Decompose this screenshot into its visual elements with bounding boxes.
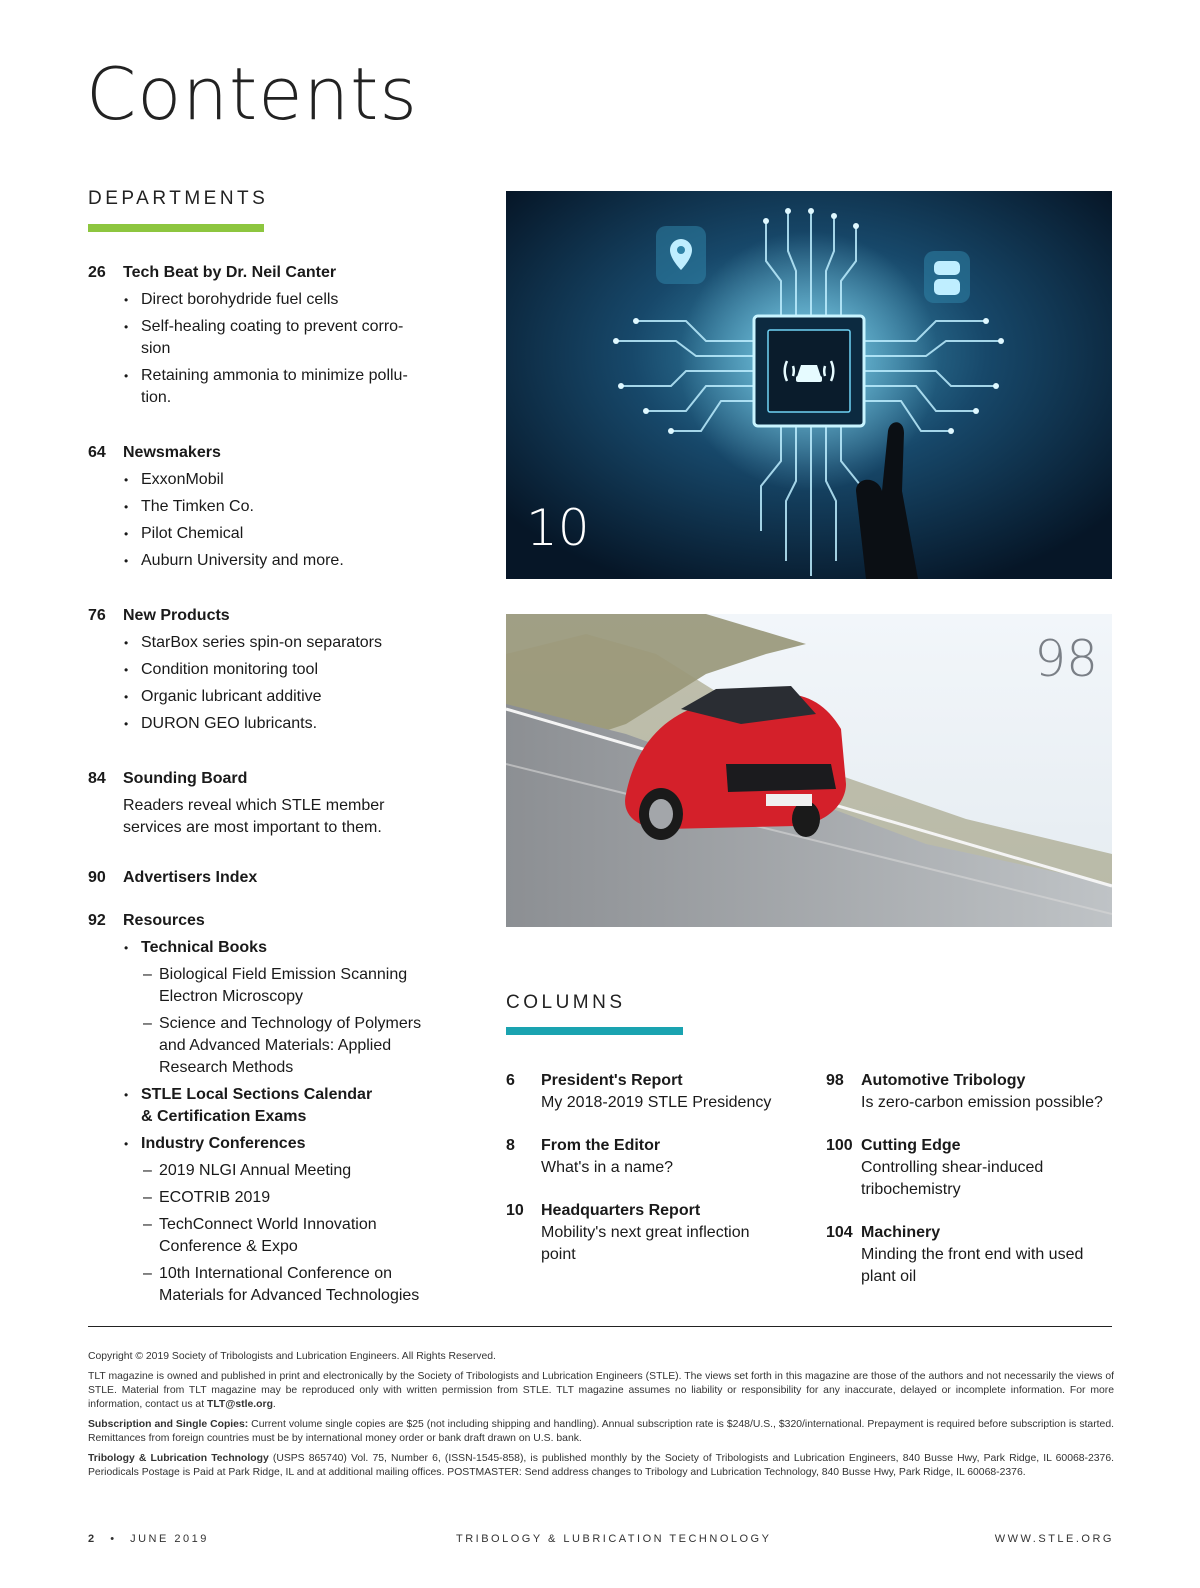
dept-title: Tech Beat by Dr. Neil Canter	[123, 264, 337, 281]
subscription-notice	[88, 1418, 1114, 1446]
column-title: Machinery	[861, 1224, 941, 1241]
list-item: • StarBox series spin-on separators	[123, 632, 448, 654]
publication-notice	[88, 1452, 1114, 1480]
column-entry	[826, 1070, 1126, 1114]
column-page-number: 100	[826, 1137, 853, 1154]
footer-left	[88, 1533, 209, 1545]
departments-list	[88, 262, 448, 1340]
location-pin-icon	[656, 226, 706, 284]
dept-page-number: 84	[88, 770, 106, 787]
list-item: • Direct borohydride fuel cells	[123, 289, 448, 311]
footer-date: JUNE 2019	[130, 1533, 209, 1545]
resource-category: Industry Conferences	[141, 1135, 306, 1152]
publication-text: (USPS 865740) Vol. 75, Number 6, (ISSN-1545-858), is published monthly by the Society of Tribologists and Lubrication Engineers, 840 Busse Hwy, Park Ridge, IL 60068-2376. Periodicals Postage is Paid at Park Ridge, IL and at additional mailing offices. POSTMASTER: Send address changes to Tribology and Lubrication Technology, 840 Busse Hwy, Park Ridge, IL 60068-2376.	[88, 1453, 1114, 1478]
column-page-number: 104	[826, 1224, 853, 1241]
chip-circuit-image	[506, 191, 1112, 579]
column-title: President's Report	[541, 1072, 683, 1089]
dept-page-number: 76	[88, 607, 106, 624]
red-car-image	[506, 614, 1112, 927]
list-item: • Self-healing coating to prevent corro-sion	[123, 316, 421, 360]
column-page-number: 6	[506, 1072, 515, 1089]
column-page-number: 10	[506, 1202, 524, 1219]
column-entry	[506, 1135, 826, 1179]
column-title: Automotive Tribology	[861, 1072, 1026, 1089]
list-item: – Science and Technology of Polymers and Advanced Materials: Applied Research Methods	[141, 1013, 444, 1079]
list-item: • ExxonMobil	[123, 469, 448, 491]
dept-title: Sounding Board	[123, 770, 248, 787]
dept-title: New Products	[123, 607, 230, 624]
dept-entry-resources	[88, 910, 448, 1312]
list-item: • The Timken Co.	[123, 496, 448, 518]
dept-entry-advertisers	[88, 867, 448, 889]
subscription-label: Subscription and Single Copies:	[88, 1419, 249, 1430]
dept-entry-new-products	[88, 605, 448, 740]
column-description: Controlling shear-induced tribochemistry	[861, 1159, 1044, 1198]
dept-entry-sounding-board	[88, 768, 448, 839]
list-item: • Retaining ammonia to minimize pollu-tion.	[123, 365, 421, 409]
list-item: – ECOTRIB 2019	[141, 1187, 448, 1209]
column-description: My 2018-2019 STLE Presidency	[541, 1094, 772, 1111]
ownership-notice	[88, 1370, 1114, 1412]
list-item: • DURON GEO lubricants.	[123, 713, 448, 735]
dept-entry-tech-beat	[88, 262, 448, 414]
columns-list	[506, 1070, 1126, 1309]
list-item: • Auburn University and more.	[123, 550, 448, 572]
dept-title: Resources	[123, 912, 205, 929]
column-title: Cutting Edge	[861, 1137, 961, 1154]
footer-magazine: TRIBOLOGY & LUBRICATION TECHNOLOGY	[456, 1533, 772, 1545]
columns-right	[826, 1070, 1126, 1309]
dept-page-number: 90	[88, 869, 106, 886]
resource-category: STLE Local Sections Calendar & Certification Exams	[141, 1086, 373, 1125]
list-item: • Condition monitoring tool	[123, 659, 448, 681]
columns-heading: COLUMNS	[506, 992, 626, 1013]
list-item: – 10th International Conference on Materials for Advanced Technologies	[141, 1263, 444, 1307]
copyright-notice: Copyright © 2019 Society of Tribologists and Lubrication Engineers. All Rights Reserved.	[88, 1351, 496, 1362]
resource-category: Technical Books	[141, 939, 267, 956]
column-title: Headquarters Report	[541, 1202, 701, 1219]
footer-separator: •	[110, 1533, 117, 1545]
subscription-text: Current volume single copies are $25 (not including shipping and handling). Annual subscription rate is $248/U.S., $320/international. Prepayment is required before subscription is started. Remittances from foreign countries must be by international money order or bank draft drawn on U.S. bank.	[88, 1419, 1114, 1444]
ownership-end: .	[272, 1399, 276, 1410]
page-title: Contents	[86, 52, 418, 136]
departments-heading: DEPARTMENTS	[88, 188, 269, 209]
dept-description: Readers reveal which STLE member services are most important to them.	[123, 797, 385, 836]
image-page-label: 10	[526, 499, 590, 557]
dept-page-number: 26	[88, 264, 106, 281]
dept-page-number: 64	[88, 444, 106, 461]
chip-circuit-illustration	[506, 191, 1112, 579]
red-car-illustration	[506, 614, 1112, 927]
column-page-number: 8	[506, 1137, 515, 1154]
columns-left	[506, 1070, 826, 1309]
dept-title: Advertisers Index	[123, 869, 258, 886]
image-page-label: 98	[1034, 630, 1098, 688]
publication-label: Tribology & Lubrication Technology	[88, 1453, 269, 1464]
list-item: • Pilot Chemical	[123, 523, 448, 545]
column-entry	[506, 1070, 826, 1114]
ownership-text: TLT magazine is owned and published in print and electronically by the Society of Tribologists and Lubrication Engineers (STLE). The views set forth in this magazine are those of the authors and not necessarily the views of STLE. Material from TLT magazine may be reproduced only with written permission from STLE. TLT magazine assumes no liability or responsibility for any inaccurate, delayed or incomplete information. For more information, contact us at	[88, 1371, 1114, 1410]
fine-print	[88, 1350, 1114, 1486]
departments-accent-bar	[88, 224, 264, 232]
column-entry	[506, 1200, 826, 1266]
dept-page-number: 92	[88, 912, 106, 929]
column-title: From the Editor	[541, 1137, 661, 1154]
ai-robot-icon	[924, 251, 970, 303]
column-page-number: 98	[826, 1072, 844, 1089]
list-item: – 2019 NLGI Annual Meeting	[141, 1160, 448, 1182]
column-description: Minding the front end with used plant oil	[861, 1246, 1084, 1285]
dept-entry-newsmakers	[88, 442, 448, 577]
contact-email: TLT@stle.org	[206, 1399, 273, 1410]
column-description: What's in a name?	[541, 1159, 674, 1176]
footer-page-number: 2	[88, 1533, 97, 1545]
column-entry	[826, 1135, 1126, 1201]
column-description: Mobility's next great inflection point	[541, 1224, 750, 1263]
footer-url: WWW.STLE.ORG	[994, 1533, 1114, 1545]
divider	[88, 1326, 1112, 1327]
columns-accent-bar	[506, 1027, 683, 1035]
dept-title: Newsmakers	[123, 444, 221, 461]
list-item: – Biological Field Emission Scanning Electron Microscopy	[141, 964, 429, 1008]
list-item: – TechConnect World Innovation Conference & Expo	[141, 1214, 404, 1258]
list-item: • Organic lubricant additive	[123, 686, 448, 708]
column-entry	[826, 1222, 1126, 1288]
column-description: Is zero-carbon emission possible?	[861, 1094, 1103, 1111]
